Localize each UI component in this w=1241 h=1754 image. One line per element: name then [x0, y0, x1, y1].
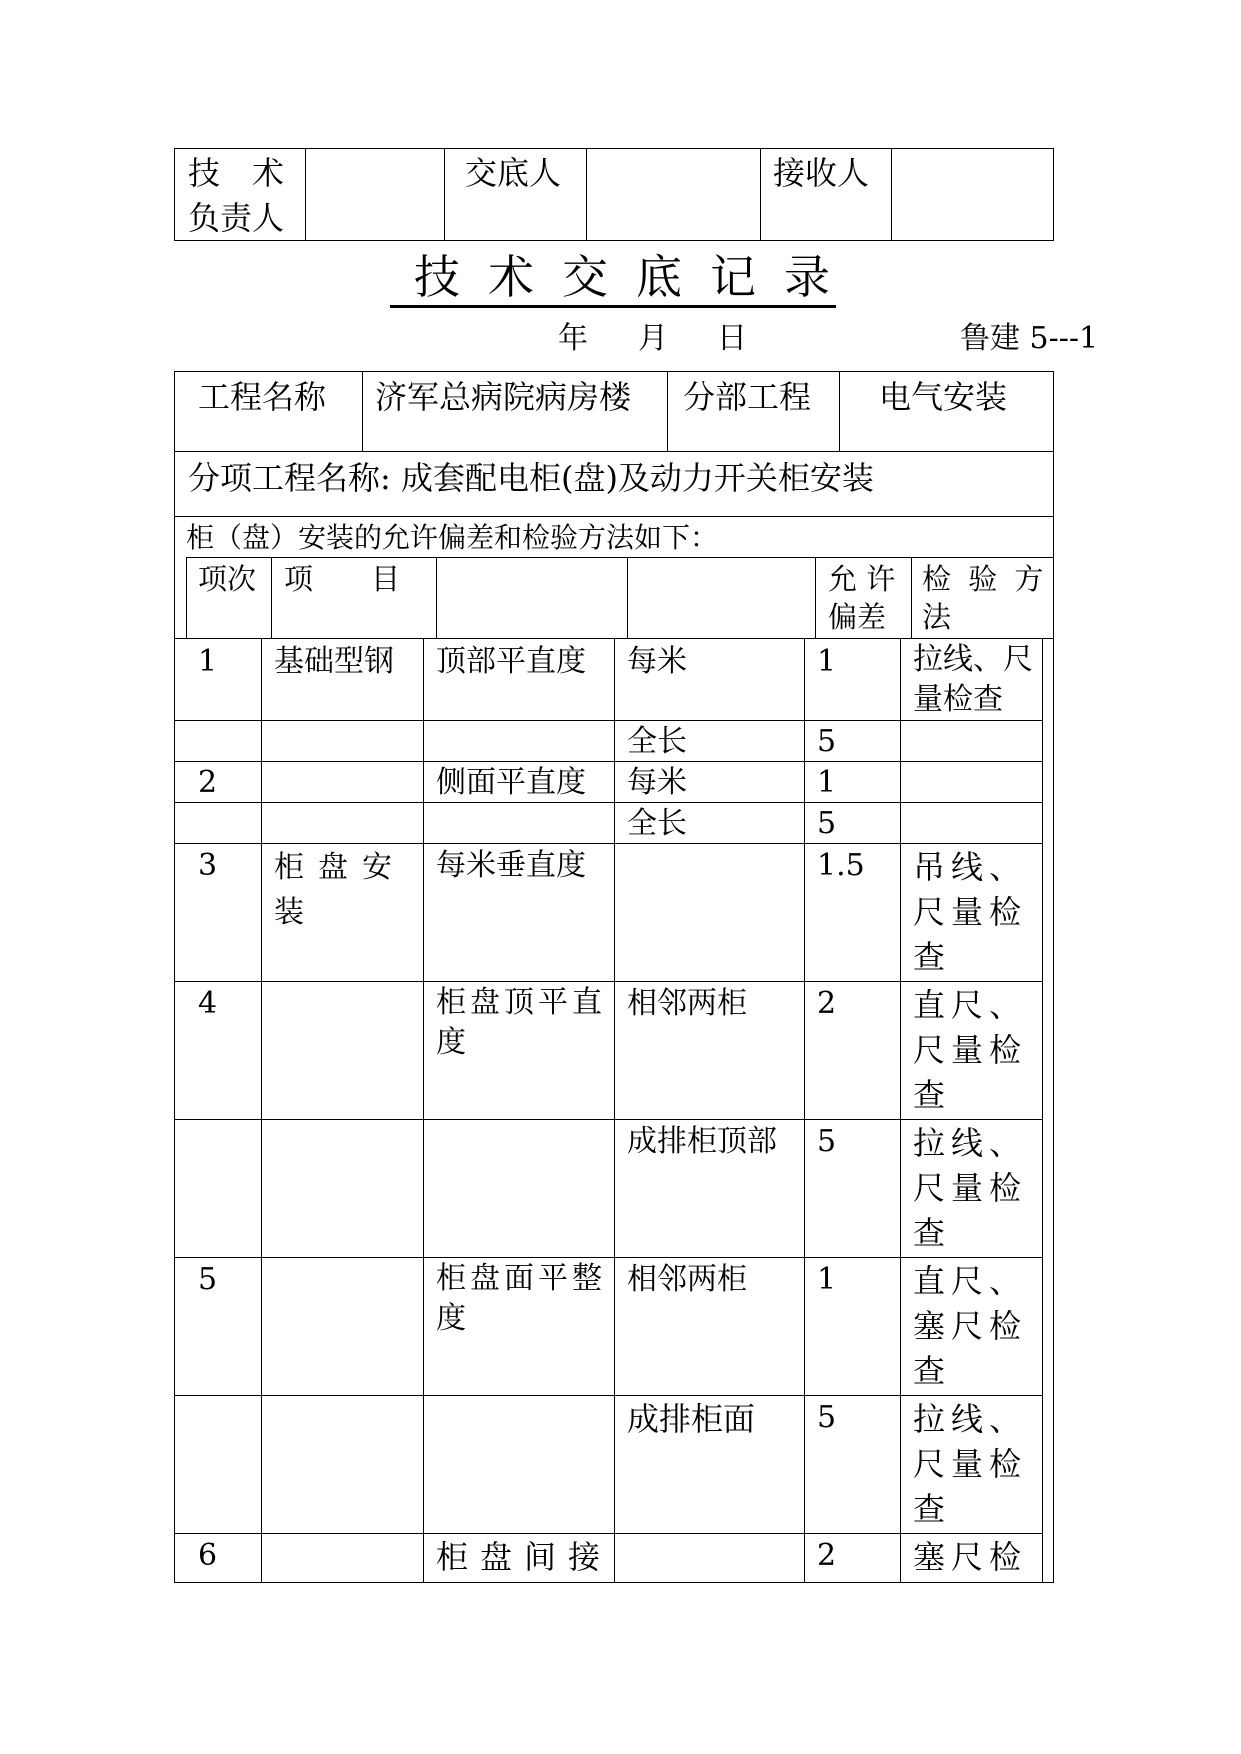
table-bottom	[174, 1582, 1054, 1583]
cell-sub: 每米	[627, 765, 687, 800]
cell-tolerance: 2	[817, 986, 837, 1021]
project-divider	[667, 371, 668, 451]
signoff-divider	[305, 148, 306, 241]
cell-item: 柜盘间接	[436, 1538, 613, 1576]
project-name-label: 工程名称	[198, 378, 327, 416]
subitem-label: 分项工程名称: 成套配电柜(盘)及动力开关柜安装	[188, 459, 874, 497]
cell-item: 顶部平直度	[436, 644, 586, 679]
tech-lead-label: 负责人	[188, 199, 285, 237]
cell-index: 2	[198, 765, 218, 800]
col-method-header: 法	[922, 600, 952, 634]
tech-lead-label: 技 术	[188, 154, 285, 192]
row-divider	[174, 516, 1054, 517]
row-divider	[174, 720, 1042, 721]
header-divider	[271, 557, 272, 638]
row-divider	[174, 981, 1042, 982]
cell-method: 拉线、尺量检查	[913, 1400, 1028, 1528]
cell-index: 5	[198, 1262, 218, 1297]
cell-method: 拉线、尺量检查	[913, 642, 1033, 717]
body-divider	[804, 638, 805, 1583]
cell-sub: 全长	[627, 724, 687, 759]
cell-sub: 成排柜面	[627, 1400, 756, 1438]
body-divider	[261, 638, 262, 1583]
col-tolerance-header: 允 许	[828, 562, 896, 596]
cell-method: 直尺、塞尺检查	[913, 1262, 1028, 1390]
receiver-label: 接收人	[773, 154, 870, 192]
header-border-left	[186, 557, 187, 638]
cell-tolerance: 1.5	[817, 848, 865, 883]
header-divider	[436, 557, 437, 638]
page-title: 技术交底记录	[414, 250, 858, 304]
cell-sub: 相邻两柜	[627, 1262, 747, 1297]
intro-text: 柜（盘）安装的允许偏差和检验方法如下：	[186, 521, 719, 554]
row-divider	[174, 1533, 1042, 1534]
cell-tolerance: 5	[817, 1400, 837, 1435]
body-divider	[1042, 638, 1043, 1583]
header-divider	[815, 557, 816, 638]
cell-tolerance: 5	[817, 1124, 837, 1159]
signoff-table	[174, 148, 1054, 241]
row-divider	[174, 1257, 1042, 1258]
discloser-label: 交底人	[465, 154, 562, 192]
row-divider	[174, 1119, 1042, 1120]
cell-tolerance: 2	[817, 1538, 837, 1573]
date-day: 日	[717, 321, 747, 356]
cell-index: 3	[198, 848, 218, 883]
cell-method: 直尺、尺量检查	[913, 986, 1028, 1114]
cell-tolerance: 1	[817, 644, 837, 679]
row-divider	[174, 761, 1042, 762]
cell-item: 每米垂直度	[436, 848, 586, 883]
cell-index: 1	[198, 644, 218, 679]
division-value: 电气安装	[879, 378, 1008, 416]
cell-sub: 成排柜顶部	[627, 1124, 777, 1159]
cell-index: 4	[198, 986, 218, 1021]
date-year: 年	[558, 321, 588, 356]
row-divider	[174, 1395, 1042, 1396]
cell-item: 侧面平直度	[436, 765, 586, 800]
project-name-value: 济军总病院病房楼	[375, 378, 632, 416]
body-divider	[900, 638, 901, 1583]
row-divider	[174, 843, 1042, 844]
col-item-header: 项 目	[284, 562, 401, 596]
header-divider	[911, 557, 912, 638]
body-divider	[614, 638, 615, 1583]
cell-tolerance: 5	[817, 806, 837, 841]
signoff-divider	[586, 148, 587, 241]
body-divider	[423, 638, 424, 1583]
col-index-header: 项次	[198, 562, 257, 596]
cell-method: 拉线、尺量检查	[913, 1124, 1028, 1252]
cell-method: 塞尺检	[913, 1538, 1028, 1576]
col-tolerance-header: 偏差	[828, 600, 887, 634]
col-method-header: 检 验 方	[922, 562, 1048, 596]
cell-sub: 全长	[627, 806, 687, 841]
row-divider	[174, 451, 1054, 452]
cell-category: 基础型钢	[274, 644, 394, 679]
cell-item: 柜盘顶平直度	[436, 985, 606, 1060]
project-divider	[362, 371, 363, 451]
project-divider	[839, 371, 840, 451]
row-divider	[186, 557, 1054, 558]
cell-sub: 相邻两柜	[627, 986, 747, 1021]
cell-sub: 每米	[627, 644, 687, 679]
cell-index: 6	[198, 1538, 218, 1573]
cell-category: 柜盘安装	[274, 850, 406, 930]
signoff-divider	[891, 148, 892, 241]
cell-item: 柜盘面平整度	[436, 1261, 606, 1336]
row-divider	[174, 802, 1042, 803]
signoff-divider	[760, 148, 761, 241]
date-month: 月	[638, 321, 668, 356]
cell-tolerance: 1	[817, 765, 837, 800]
signoff-divider	[444, 148, 445, 241]
form-code: 鲁建 5---1	[960, 321, 1099, 356]
division-label: 分部工程	[683, 378, 812, 416]
cell-method: 吊线、尺量检查	[913, 848, 1028, 976]
cell-tolerance: 1	[817, 1262, 837, 1297]
cell-tolerance: 5	[817, 724, 837, 759]
header-divider	[627, 557, 628, 638]
title-underline	[390, 305, 836, 308]
